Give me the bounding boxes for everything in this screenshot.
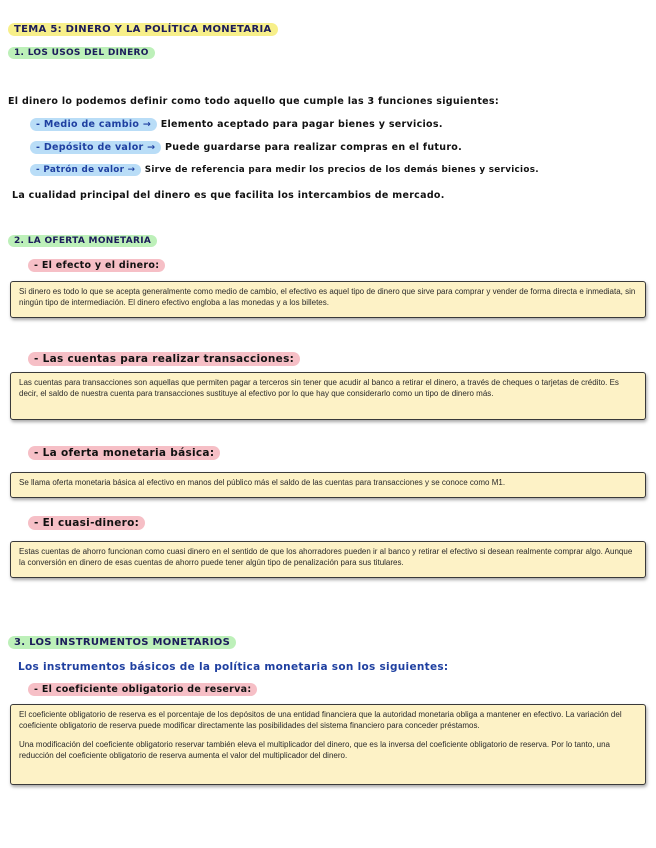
function-item — [30, 165, 539, 175]
function-desc: Sirve de referencia para medir los precios de los demás bienes y servicios. — [144, 165, 539, 175]
concept-label: - El coeficiente obligatorio de reserva: — [28, 684, 257, 695]
definition-text: El coeficiente obligatorio de reserva es el porcentaje de los depósitos de una entidad financiera que la autoridad monetaria obliga a mantener en efectivo. La variación del coeficiente obligatorio de reserva puede modificar directamente las posibilidades del sistema financiero para conceder préstamos. — [19, 710, 622, 730]
function-term: - Depósito de valor → — [30, 141, 161, 154]
function-item — [30, 119, 443, 130]
concept-label: - La oferta monetaria básica: — [28, 447, 220, 459]
instrumentos-intro: Los instrumentos básicos de la política monetaria son los siguientes: — [18, 661, 449, 673]
function-desc: Puede guardarse para realizar compras en el futuro. — [165, 142, 463, 153]
concept-label: - El cuasi-dinero: — [28, 517, 145, 529]
function-term: - Patrón de valor → — [30, 164, 141, 176]
section-heading-oferta: 2. LA OFERTA MONETARIA — [8, 236, 157, 246]
usos-summary: La cualidad principal del dinero es que facilita los intercambios de mercado. — [12, 190, 445, 201]
definition-box — [10, 281, 646, 318]
usos-intro: El dinero lo podemos definir como todo aquello que cumple las 3 funciones siguientes: — [8, 96, 499, 107]
definition-text: Las cuentas para transacciones son aquellas que permiten pagar a terceros sin tener que acudir al banco a retirar el dinero, a través de cheques o tarjetas de crédito. Es decir, el saldo de nuestra cuenta para transacciones sustituye al efectivo por lo que hay que considerarlo como un tipo de dinero más. — [19, 378, 619, 398]
definition-text: Estas cuentas de ahorro funcionan como cuasi dinero en el sentido de que los ahorradores pueden ir al banco y retirar el efectivo si desean realmente comprar algo. Aunque la conversión en dinero de esas cuentas de ahorro puede tener algún tipo de penalización para sus titulares. — [19, 547, 633, 567]
function-desc: Elemento aceptado para pagar bienes y servicios. — [160, 119, 443, 130]
function-item — [30, 142, 462, 153]
concept-label: - El efecto y el dinero: — [28, 260, 165, 271]
definition-box — [10, 372, 646, 420]
section-heading-usos: 1. LOS USOS DEL DINERO — [8, 48, 155, 58]
concept-label: - Las cuentas para realizar transacciones: — [28, 353, 300, 365]
definition-box — [10, 704, 646, 785]
function-term: - Medio de cambio → — [30, 118, 157, 131]
definition-text: Se llama oferta monetaria básica al efectivo en manos del público más el saldo de las cuentas para transacciones y se conoce como M1. — [19, 478, 506, 487]
definition-text: Una modificación del coeficiente obligatorio reservar también eleva el multiplicador del dinero, que es la inversa del coeficiente obligatorio de reserva. Por lo tanto, una reducción del coeficiente obligatorio de reserva aumenta el valor del multiplicador del dinero. — [19, 740, 610, 760]
definition-text: Si dinero es todo lo que se acepta generalmente como medio de cambio, el efectivo es aquel tipo de dinero que sirve para comprar y vender de forma directa e inmediata, sin ningún tipo de intermediación. El dinero efectivo engloba a las monedas y a los billetes. — [19, 287, 636, 307]
section-heading-instrumentos: 3. LOS INSTRUMENTOS MONETARIOS — [8, 637, 236, 648]
page-title: TEMA 5: DINERO Y LA POLÍTICA MONETARIA — [8, 24, 278, 35]
definition-box — [10, 472, 646, 498]
definition-box — [10, 541, 646, 578]
